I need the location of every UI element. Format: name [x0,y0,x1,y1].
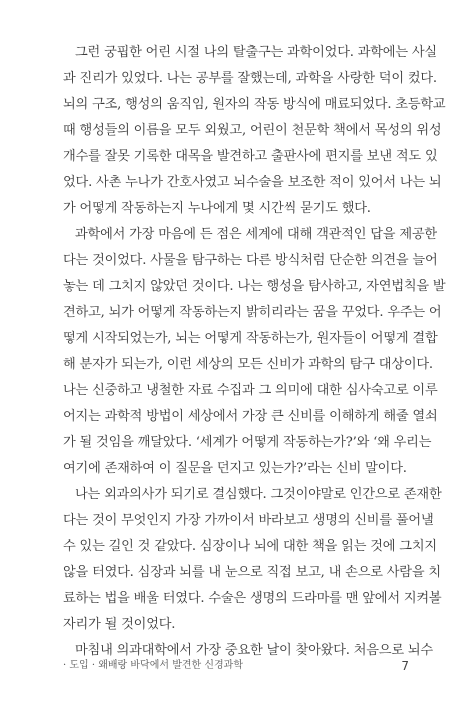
text-line: 었다. 사촌 누나가 간호사였고 뇌수술을 보조한 적이 있어서 나는 뇌 [63,175,442,190]
paragraph-3 [63,482,442,638]
text-line: 료하는 법을 배울 터였다. 수술은 생명의 드라마를 맨 앞에서 지켜볼 [63,591,442,606]
text-line: 견하고, 뇌가 어떻게 작동하는지 밝히리라는 꿈을 꾸었다. 우주는 어 [63,305,442,320]
text-line: 뇌의 구조, 행성의 움직임, 원자의 작동 방식에 매료되었다. 초등학교 [63,97,446,112]
text-line: 놓는 데 그치지 않았던 것이다. 나는 행성을 탐사하고, 자연법칙을 발 [63,279,446,294]
running-head: · 도입 · 왜배랑 바닥에서 발견한 신경과학 [63,660,243,671]
text-line: 과학에서 가장 마음에 든 점은 세계에 대해 객관적인 답을 제공한 [75,227,437,242]
text-line: 수 있는 길인 것 같았다. 심장이나 뇌에 대한 책을 읽는 것에 그치지 [63,539,437,554]
text-line: 해 분자가 되는가, 이런 세상의 모든 신비가 과학의 탐구 대상이다. [63,357,433,372]
text-line: 가 어떻게 작동하는지 누나에게 몇 시간씩 묻기도 했다. [63,201,371,216]
text-line: 과 진리가 있었다. 나는 공부를 잘했는데, 과학을 사랑한 덕이 컸다. [63,71,437,86]
paragraph-2 [63,222,446,482]
text-line: 않을 터였다. 심장과 뇌를 내 눈으로 직접 보고, 내 손으로 사람을 치 [63,565,441,580]
page-number: 7 [401,659,409,673]
body-text [63,40,446,664]
text-line: 떻게 시작되었는가, 뇌는 어떻게 작동하는가, 원자들이 어떻게 결합 [63,331,438,346]
text-line: 자리가 될 것이었다. [63,617,176,632]
page-footer [63,657,411,675]
text-line: 다는 것이었다. 사물을 탐구하는 다른 방식처럼 단순한 의견을 늘어 [63,253,438,268]
paragraph-1 [63,40,446,222]
text-line: 때 행성들의 이름을 모두 외웠고, 어린이 천문학 책에서 목성의 위성 [63,123,442,138]
text-line: 나는 외과의사가 되기로 결심했다. 그것이야말로 인간으로 존재한 [75,487,442,502]
text-line: 다는 것이 무엇인지 가장 가까이서 바라보고 생명의 신비를 풀어낼 [63,513,434,528]
text-line: 가 될 것임을 깨달았다. ‘세계가 어떻게 작동하는가?’와 ‘왜 우리는 [63,435,432,450]
text-line: 마침내 의과대학에서 가장 중요한 날이 찾아왔다. 처음으로 뇌수 [75,643,433,658]
text-line: 그런 궁핍한 어린 시절 나의 탈출구는 과학이었다. 과학에는 사실 [75,45,437,60]
text-line: 어지는 과학적 방법이 세상에서 가장 큰 신비를 이해하게 해줄 열쇠 [63,409,438,424]
text-line: 여기에 존재하여 이 질문을 던지고 있는가?’라는 신비 말이다. [63,461,407,476]
text-line: 나는 신중하고 냉철한 자료 수집과 그 의미에 대한 심사숙고로 이루 [63,383,438,398]
text-line: 개수를 잘못 기록한 대목을 발견하고 출판사에 편지를 보낸 적도 있 [63,149,438,164]
